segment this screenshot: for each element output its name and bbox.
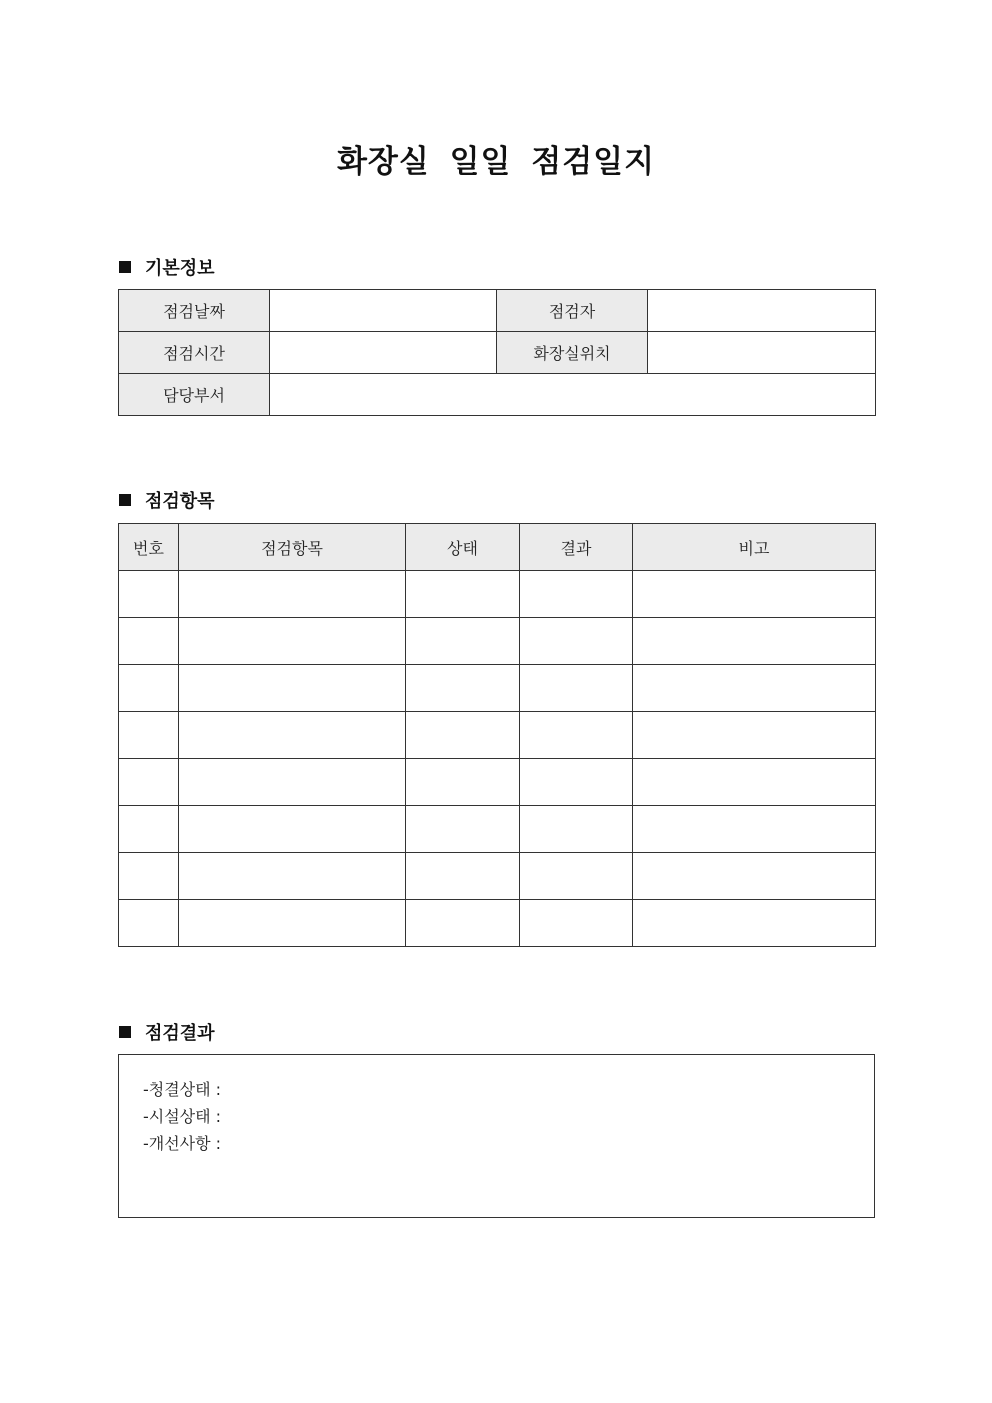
table-row xyxy=(119,290,876,332)
time-label: 점검시간 xyxy=(119,332,270,374)
number-cell[interactable] xyxy=(119,900,179,947)
location-label: 화장실위치 xyxy=(497,332,648,374)
status-cell[interactable] xyxy=(406,806,520,853)
location-field[interactable] xyxy=(648,332,876,374)
number-cell[interactable] xyxy=(119,571,179,618)
number-cell[interactable] xyxy=(119,759,179,806)
item-cell[interactable] xyxy=(179,853,406,900)
result-cell[interactable] xyxy=(520,712,633,759)
table-row xyxy=(119,618,876,665)
note-cell[interactable] xyxy=(633,900,876,947)
note-cell[interactable] xyxy=(633,618,876,665)
cleanliness-line: -청결상태 : xyxy=(143,1080,222,1099)
square-bullet-icon xyxy=(119,261,131,273)
note-cell[interactable] xyxy=(633,853,876,900)
basic-info-table xyxy=(118,289,876,416)
check-items-heading-text: 점검항목 xyxy=(145,491,215,512)
check-result-heading xyxy=(119,1019,215,1045)
col-header-item: 점검항목 xyxy=(179,524,406,571)
status-cell[interactable] xyxy=(406,853,520,900)
item-cell[interactable] xyxy=(179,806,406,853)
table-row xyxy=(119,900,876,947)
note-cell[interactable] xyxy=(633,806,876,853)
table-row xyxy=(119,332,876,374)
item-cell[interactable] xyxy=(179,759,406,806)
department-label: 담당부서 xyxy=(119,374,270,416)
result-cell[interactable] xyxy=(520,618,633,665)
date-field[interactable] xyxy=(270,290,497,332)
item-cell[interactable] xyxy=(179,571,406,618)
time-field[interactable] xyxy=(270,332,497,374)
inspector-label: 점검자 xyxy=(497,290,648,332)
status-cell[interactable] xyxy=(406,618,520,665)
date-label: 점검날짜 xyxy=(119,290,270,332)
col-header-note: 비고 xyxy=(633,524,876,571)
status-cell[interactable] xyxy=(406,759,520,806)
note-cell[interactable] xyxy=(633,712,876,759)
number-cell[interactable] xyxy=(119,712,179,759)
col-header-number: 번호 xyxy=(119,524,179,571)
item-cell[interactable] xyxy=(179,665,406,712)
col-header-status: 상태 xyxy=(406,524,520,571)
item-cell[interactable] xyxy=(179,712,406,759)
table-row xyxy=(119,759,876,806)
table-header-row xyxy=(119,524,876,571)
check-items-table xyxy=(118,523,876,947)
table-row xyxy=(119,806,876,853)
result-cell[interactable] xyxy=(520,853,633,900)
col-header-result: 결과 xyxy=(520,524,633,571)
number-cell[interactable] xyxy=(119,618,179,665)
status-cell[interactable] xyxy=(406,900,520,947)
table-row xyxy=(119,665,876,712)
result-cell[interactable] xyxy=(520,665,633,712)
basic-info-heading-text: 기본정보 xyxy=(145,258,215,279)
number-cell[interactable] xyxy=(119,853,179,900)
inspector-field[interactable] xyxy=(648,290,876,332)
table-row xyxy=(119,853,876,900)
result-cell[interactable] xyxy=(520,571,633,618)
number-cell[interactable] xyxy=(119,665,179,712)
document-title: 화장실 일일 점검일지 xyxy=(336,144,656,180)
check-items-heading xyxy=(119,487,215,513)
status-cell[interactable] xyxy=(406,571,520,618)
result-cell[interactable] xyxy=(520,806,633,853)
item-cell[interactable] xyxy=(179,900,406,947)
note-cell[interactable] xyxy=(633,759,876,806)
item-cell[interactable] xyxy=(179,618,406,665)
check-result-box[interactable] xyxy=(118,1054,875,1218)
check-result-heading-text: 점검결과 xyxy=(145,1023,215,1044)
square-bullet-icon xyxy=(119,1026,131,1038)
table-row xyxy=(119,374,876,416)
number-cell[interactable] xyxy=(119,806,179,853)
status-cell[interactable] xyxy=(406,712,520,759)
table-row xyxy=(119,571,876,618)
improvement-line: -개선사항 : xyxy=(143,1134,222,1153)
result-cell[interactable] xyxy=(520,900,633,947)
facility-line: -시설상태 : xyxy=(143,1107,222,1126)
department-field[interactable] xyxy=(270,374,876,416)
status-cell[interactable] xyxy=(406,665,520,712)
square-bullet-icon xyxy=(119,494,131,506)
table-row xyxy=(119,712,876,759)
basic-info-heading xyxy=(119,254,215,280)
result-cell[interactable] xyxy=(520,759,633,806)
note-cell[interactable] xyxy=(633,571,876,618)
note-cell[interactable] xyxy=(633,665,876,712)
